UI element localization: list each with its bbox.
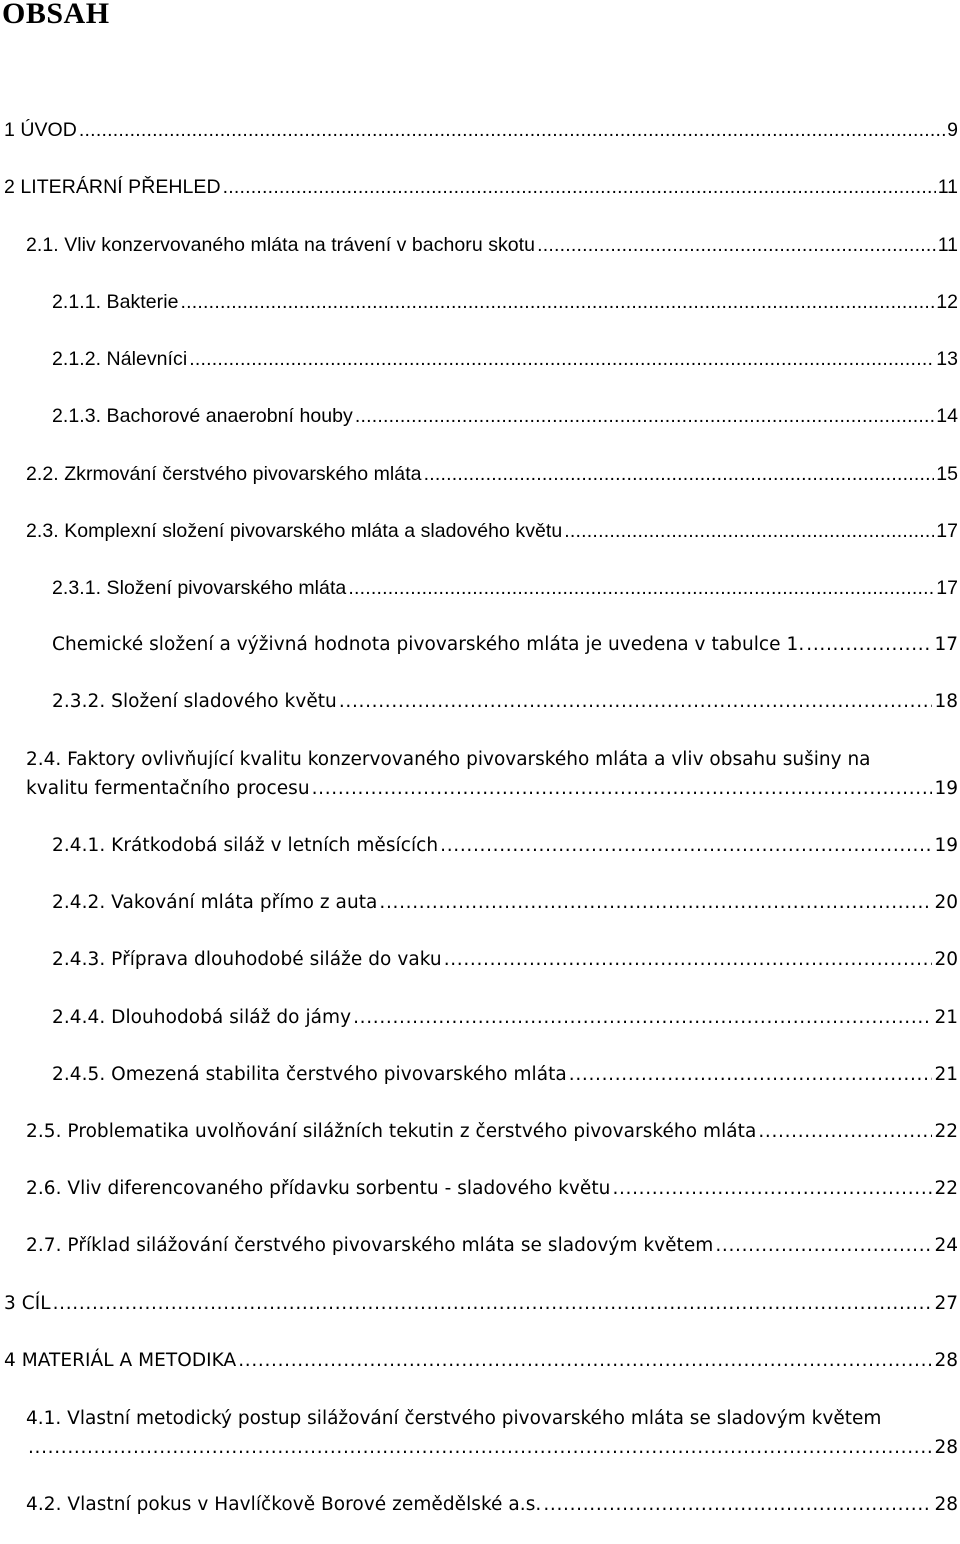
toc-line bbox=[52, 630, 958, 660]
dot-leader bbox=[424, 459, 935, 489]
toc-page-number: 12 bbox=[936, 291, 958, 313]
dot-leader bbox=[758, 1117, 932, 1147]
toc-entry-title: 2.3. Komplexní složení pivovarského mláta a sladového květu bbox=[26, 520, 563, 542]
toc-line bbox=[26, 1231, 958, 1261]
toc-page-number: 14 bbox=[936, 405, 958, 427]
toc-line bbox=[52, 401, 958, 431]
toc-line bbox=[26, 230, 958, 260]
toc-entry-title-first-line: 2.4. Faktory ovlivňující kvalitu konzervovaného pivovarského mláta a vliv obsahu sušiny na bbox=[26, 749, 871, 770]
toc-line bbox=[26, 1117, 958, 1147]
toc-line bbox=[4, 1346, 958, 1376]
dot-leader bbox=[312, 774, 933, 804]
toc-line bbox=[52, 573, 958, 603]
toc-entry-title: 2.1.1. Bakterie bbox=[52, 291, 179, 313]
dot-leader bbox=[189, 344, 934, 374]
toc-page-number: 17 bbox=[936, 577, 958, 599]
toc-entry-title: 2.3.2. Složení sladového květu bbox=[52, 691, 337, 712]
dot-leader bbox=[353, 1003, 932, 1033]
toc-entry-title: 2.4.2. Vakování mláta přímo z auta bbox=[52, 892, 378, 913]
toc-page-number: 11 bbox=[937, 234, 958, 256]
toc-page-number: 21 bbox=[934, 1007, 958, 1028]
toc-page-number: 11 bbox=[937, 176, 958, 198]
toc-entry-title: kvalitu fermentačního procesu bbox=[26, 778, 310, 799]
dot-leader bbox=[440, 831, 932, 861]
toc-line bbox=[26, 1490, 958, 1520]
toc-line bbox=[52, 287, 958, 317]
toc-page-number: 18 bbox=[934, 691, 958, 712]
toc-line bbox=[26, 774, 958, 804]
toc-entry-title: 2.2. Zkrmování čerstvého pivovarského mláta bbox=[26, 463, 422, 485]
toc-entry-title: Chemické složení a výživná hodnota pivovarského mláta je uvedena v tabulce 1. bbox=[52, 634, 805, 655]
toc-entry-title: 4 MATERIÁL A METODIKA bbox=[4, 1350, 237, 1371]
dot-leader bbox=[238, 1346, 932, 1376]
toc-line bbox=[52, 945, 958, 975]
toc-page-number: 28 bbox=[934, 1494, 958, 1515]
dot-leader bbox=[543, 1490, 932, 1520]
toc-page-number: 13 bbox=[936, 348, 958, 370]
toc-page-number: 20 bbox=[934, 892, 958, 913]
dot-leader bbox=[181, 287, 935, 317]
toc-line bbox=[4, 172, 958, 202]
toc-page-number: 28 bbox=[934, 1350, 958, 1371]
toc-page-number: 9 bbox=[947, 119, 958, 141]
dot-leader bbox=[223, 172, 936, 202]
dot-leader bbox=[79, 115, 945, 145]
toc-line bbox=[52, 831, 958, 861]
toc-page-number: 15 bbox=[936, 463, 958, 485]
dot-leader bbox=[444, 945, 933, 975]
dot-leader bbox=[806, 630, 932, 660]
toc-line bbox=[26, 516, 958, 546]
page-title: OBSAH bbox=[2, 0, 110, 30]
toc-entry-title: 2.5. Problematika uvolňování silážních tekutin z čerstvého pivovarského mláta bbox=[26, 1121, 757, 1142]
toc-line bbox=[4, 115, 958, 145]
toc-entry-title: 2.6. Vliv diferencovaného přídavku sorbentu - sladového květu bbox=[26, 1178, 611, 1199]
dot-leader bbox=[28, 1433, 932, 1463]
toc-line bbox=[26, 1433, 958, 1463]
dot-leader bbox=[715, 1231, 932, 1261]
toc-page-number: 19 bbox=[934, 835, 958, 856]
toc-entry-title: 2.1. Vliv konzervovaného mláta na trávení v bachoru skotu bbox=[26, 234, 536, 256]
toc-line bbox=[52, 1060, 958, 1090]
toc-entry-title: 2.4.5. Omezená stabilita čerstvého pivovarského mláta bbox=[52, 1064, 567, 1085]
toc-entry-title-first-line: 4.1. Vlastní metodický postup silážování čerstvého pivovarského mláta se sladovým květem bbox=[26, 1408, 882, 1429]
toc-entry-title: 2.1.2. Nálevníci bbox=[52, 348, 188, 370]
toc-page-number: 21 bbox=[934, 1064, 958, 1085]
toc-page-number: 20 bbox=[934, 949, 958, 970]
dot-leader bbox=[339, 687, 933, 717]
toc-line bbox=[52, 687, 958, 717]
toc-entry-title: 2.3.1. Složení pivovarského mláta bbox=[52, 577, 347, 599]
dot-leader bbox=[569, 1060, 933, 1090]
dot-leader bbox=[537, 230, 936, 260]
toc-line bbox=[26, 1174, 958, 1204]
dot-leader bbox=[53, 1289, 933, 1319]
toc-page-number: 19 bbox=[934, 778, 958, 799]
toc-page-number: 22 bbox=[934, 1178, 958, 1199]
toc-entry-title: 2.4.1. Krátkodobá siláž v letních měsících bbox=[52, 835, 439, 856]
toc-page-number: 24 bbox=[934, 1235, 958, 1256]
toc-entry-title: 2.4.4. Dlouhodobá siláž do jámy bbox=[52, 1007, 352, 1028]
toc-page-number: 28 bbox=[934, 1437, 958, 1458]
dot-leader bbox=[612, 1174, 932, 1204]
toc-entry-title: 3 CÍL bbox=[4, 1293, 51, 1314]
toc-line bbox=[52, 888, 958, 918]
toc-entry-title: 1 ÚVOD bbox=[4, 119, 77, 141]
toc-page-number: 27 bbox=[934, 1293, 958, 1314]
toc-line bbox=[4, 1289, 958, 1319]
toc-entry-title: 2 LITERÁRNÍ PŘEHLED bbox=[4, 176, 221, 198]
toc-entry-title: 2.1.3. Bachorové anaerobní houby bbox=[52, 405, 353, 427]
toc-entry-title: 2.4.3. Příprava dlouhodobé siláže do vaku bbox=[52, 949, 442, 970]
toc-line bbox=[52, 1003, 958, 1033]
dot-leader bbox=[348, 573, 934, 603]
toc-line bbox=[52, 344, 958, 374]
toc-entry-title: 2.7. Příklad silážování čerstvého pivovarského mláta se sladovým květem bbox=[26, 1235, 714, 1256]
toc-page-number: 17 bbox=[934, 634, 958, 655]
dot-leader bbox=[379, 888, 932, 918]
dot-leader bbox=[564, 516, 934, 546]
toc-page-number: 17 bbox=[936, 520, 958, 542]
toc-entry-title: 4.2. Vlastní pokus v Havlíčkově Borové zemědělské a.s. bbox=[26, 1494, 542, 1515]
toc-line bbox=[26, 459, 958, 489]
toc-page-number: 22 bbox=[934, 1121, 958, 1142]
dot-leader bbox=[355, 401, 934, 431]
